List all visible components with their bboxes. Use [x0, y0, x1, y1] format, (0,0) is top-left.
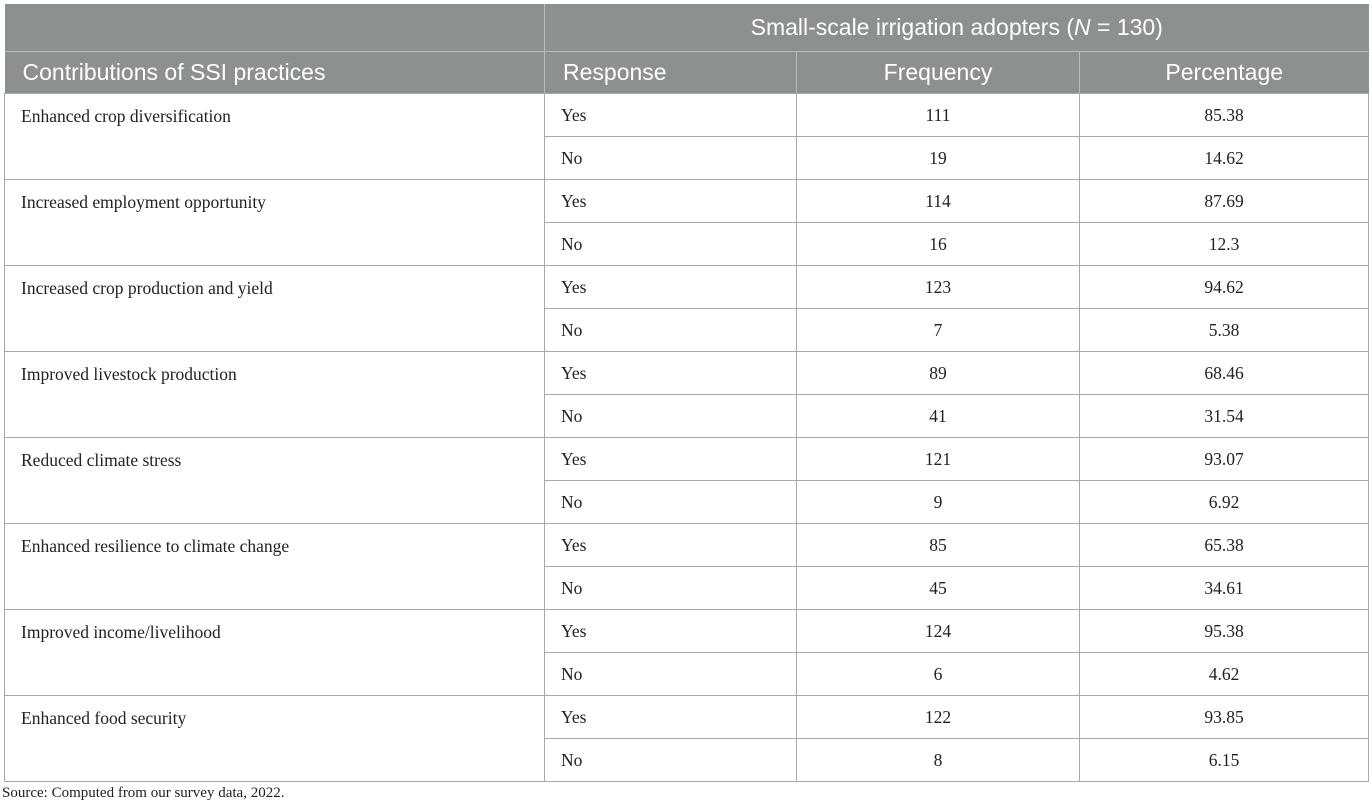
table-row	[5, 610, 1369, 653]
contribution-cell: Improved income/livelihood	[5, 610, 545, 696]
header-percentage: Percentage	[1080, 52, 1369, 94]
frequency-cell: 41	[797, 395, 1080, 438]
contribution-cell: Increased crop production and yield	[5, 266, 545, 352]
response-cell: Yes	[545, 352, 797, 395]
percentage-cell: 14.62	[1080, 137, 1369, 180]
table-row	[5, 94, 1369, 137]
contribution-cell: Increased employment opportunity	[5, 180, 545, 266]
frequency-cell: 89	[797, 352, 1080, 395]
table-body	[5, 94, 1369, 782]
response-cell: No	[545, 653, 797, 696]
percentage-cell: 68.46	[1080, 352, 1369, 395]
percentage-cell: 34.61	[1080, 567, 1369, 610]
percentage-cell: 93.85	[1080, 696, 1369, 739]
frequency-cell: 122	[797, 696, 1080, 739]
percentage-cell: 65.38	[1080, 524, 1369, 567]
header-frequency: Frequency	[797, 52, 1080, 94]
frequency-cell: 114	[797, 180, 1080, 223]
response-cell: No	[545, 739, 797, 782]
response-cell: No	[545, 395, 797, 438]
frequency-cell: 45	[797, 567, 1080, 610]
frequency-cell: 19	[797, 137, 1080, 180]
percentage-cell: 93.07	[1080, 438, 1369, 481]
frequency-cell: 7	[797, 309, 1080, 352]
header-response: Response	[545, 52, 797, 94]
frequency-cell: 8	[797, 739, 1080, 782]
group-header: Small-scale irrigation adopters (N = 130)	[545, 4, 1369, 52]
response-cell: Yes	[545, 180, 797, 223]
frequency-cell: 121	[797, 438, 1080, 481]
response-cell: Yes	[545, 438, 797, 481]
response-cell: Yes	[545, 94, 797, 137]
response-cell: No	[545, 309, 797, 352]
frequency-cell: 16	[797, 223, 1080, 266]
header-contribution: Contributions of SSI practices	[5, 52, 545, 94]
frequency-cell: 9	[797, 481, 1080, 524]
header-empty-cell	[5, 4, 545, 52]
ssi-contributions-table	[4, 4, 1369, 782]
contribution-cell: Enhanced crop diversification	[5, 94, 545, 180]
contribution-cell: Improved livestock production	[5, 352, 545, 438]
table-row	[5, 266, 1369, 309]
table-row	[5, 524, 1369, 567]
percentage-cell: 6.15	[1080, 739, 1369, 782]
response-cell: No	[545, 481, 797, 524]
contribution-cell: Enhanced resilience to climate change	[5, 524, 545, 610]
table-header	[5, 4, 1369, 94]
percentage-cell: 87.69	[1080, 180, 1369, 223]
frequency-cell: 124	[797, 610, 1080, 653]
frequency-cell: 85	[797, 524, 1080, 567]
percentage-cell: 5.38	[1080, 309, 1369, 352]
percentage-cell: 12.3	[1080, 223, 1369, 266]
table-row	[5, 438, 1369, 481]
response-cell: Yes	[545, 524, 797, 567]
frequency-cell: 123	[797, 266, 1080, 309]
contribution-cell: Reduced climate stress	[5, 438, 545, 524]
contribution-cell: Enhanced food security	[5, 696, 545, 782]
frequency-cell: 6	[797, 653, 1080, 696]
response-cell: Yes	[545, 266, 797, 309]
response-cell: Yes	[545, 696, 797, 739]
frequency-cell: 111	[797, 94, 1080, 137]
percentage-cell: 94.62	[1080, 266, 1369, 309]
table-row	[5, 352, 1369, 395]
response-cell: Yes	[545, 610, 797, 653]
table-row	[5, 180, 1369, 223]
source-note: Source: Computed from our survey data, 2022.	[2, 785, 285, 801]
table-container	[4, 4, 1368, 782]
response-cell: No	[545, 567, 797, 610]
table-row	[5, 696, 1369, 739]
percentage-cell: 95.38	[1080, 610, 1369, 653]
percentage-cell: 4.62	[1080, 653, 1369, 696]
response-cell: No	[545, 137, 797, 180]
response-cell: No	[545, 223, 797, 266]
percentage-cell: 6.92	[1080, 481, 1369, 524]
percentage-cell: 85.38	[1080, 94, 1369, 137]
percentage-cell: 31.54	[1080, 395, 1369, 438]
